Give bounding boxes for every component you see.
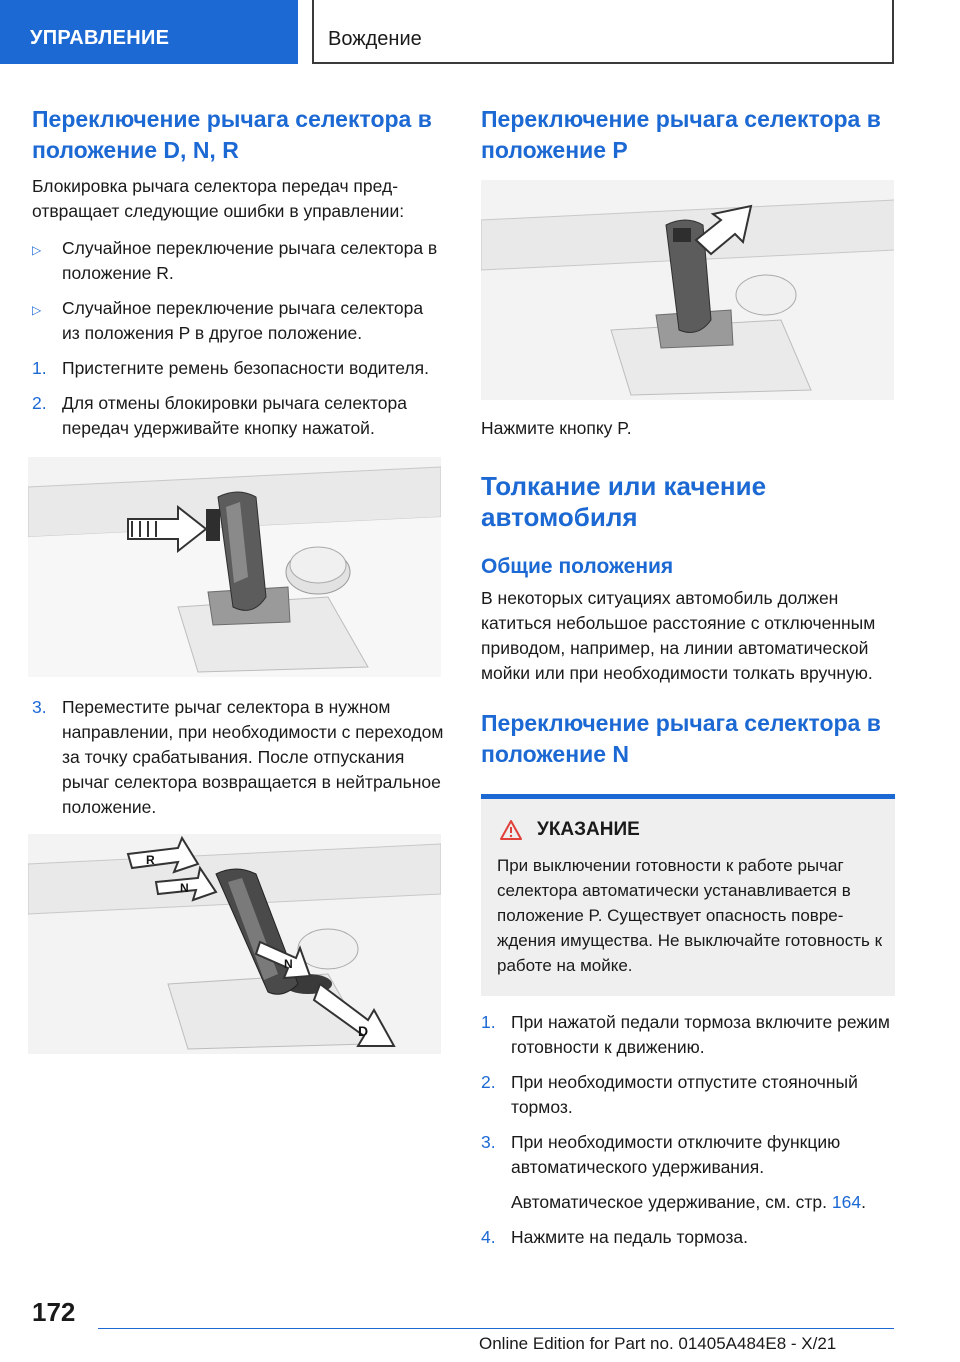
figure-p-button — [481, 180, 894, 400]
list-item: 3. При необходимости отключите функцию автоматического удерживания. — [481, 1132, 841, 1177]
page-number: 172 — [32, 1297, 76, 1327]
chapter-title: Вождение — [312, 0, 894, 64]
p-button-illustration — [481, 180, 894, 400]
section-tab: УПРАВЛЕНИЕ — [0, 0, 298, 64]
list-item: 3. Переместите рычаг селектора в нужном направлении, при необходимости с переходом за точку срабатывания. После отпускания рычаг селектора возвращается в нейтральное положение. — [32, 697, 444, 817]
shift-label-n1: N — [180, 881, 189, 895]
intro-text: Блокировка рычага селектора передач предотвращает следующие ошибки в управлении: — [32, 176, 405, 221]
bullet-list — [32, 236, 444, 441]
caption-p: Нажмите кнопку P. — [481, 418, 632, 438]
general-text: В некоторых ситуациях автомобиль должен катиться небольшое расстояние с отключенным приводом, например, на линии автоматической мойки или при необходимости толкать вручную. — [481, 588, 876, 683]
left-column — [32, 104, 444, 1054]
right-column — [481, 104, 895, 1260]
heading-general: Общие положения — [481, 555, 674, 578]
gear-lever-illustration — [28, 457, 441, 677]
shift-label-n2: N — [284, 957, 293, 971]
notice-text: При выключении готовности к работе рычаг селектора автоматически устанавливается в положение P. Существует опасность повреждения имущества. Не выключайте готовность к работе на мойке. — [497, 856, 883, 975]
heading-n: Переключение рычага селектора в положение N — [481, 710, 881, 767]
warning-triangle-icon — [499, 819, 523, 841]
shift-label-d: D — [358, 1023, 369, 1039]
list-item: 2. При необходимости отпустите стояночный тормоз. — [481, 1072, 858, 1117]
step-list — [32, 695, 444, 820]
heading-pushing: Толкание или качение автомобиля — [481, 471, 767, 532]
figure-unlock-button — [28, 457, 441, 677]
notice-title: УКАЗАНИЕ — [537, 819, 640, 840]
footer-divider — [98, 1328, 894, 1329]
list-item: 4. Нажмите на педаль тормоза. — [481, 1227, 748, 1247]
notice-box — [481, 794, 895, 996]
gear-shift-directions-illustration — [28, 834, 441, 1054]
triangle-bullet-icon: ▷ — [32, 243, 42, 257]
list-item: ▷ Случайное переключение рычага селектора в положение R. — [32, 238, 438, 283]
list-item: 1. Пристегните ремень безопасности водителя. — [32, 358, 429, 378]
heading-dnr: Переключение рычага селектора в положение D, N, R — [32, 106, 432, 163]
list-item: 1. При нажатой педали тормоза включите режим готовности к движению. — [481, 1012, 890, 1057]
heading-p: Переключение рычага селектора в положение P — [481, 106, 881, 163]
notice-header — [499, 819, 883, 841]
page-link[interactable]: 164 — [831, 1192, 862, 1212]
shift-label-r: R — [146, 853, 155, 867]
step-list-n — [481, 1010, 895, 1250]
figure-shift-directions — [28, 834, 441, 1054]
list-item: 2. Для отмены блокировки рычага селектора передач удерживайте кнопку нажатой. — [32, 393, 407, 438]
list-item: ▷ Случайное переключение рычага селектора из положения P в другое положение. — [32, 298, 424, 343]
list-item-note: Автоматическое удерживание, см. стр. 164. — [511, 1192, 866, 1212]
edition-note: Online Edition for Part no. 01405A484E8 - X/21 — [479, 1334, 837, 1353]
triangle-bullet-icon: ▷ — [32, 303, 42, 317]
